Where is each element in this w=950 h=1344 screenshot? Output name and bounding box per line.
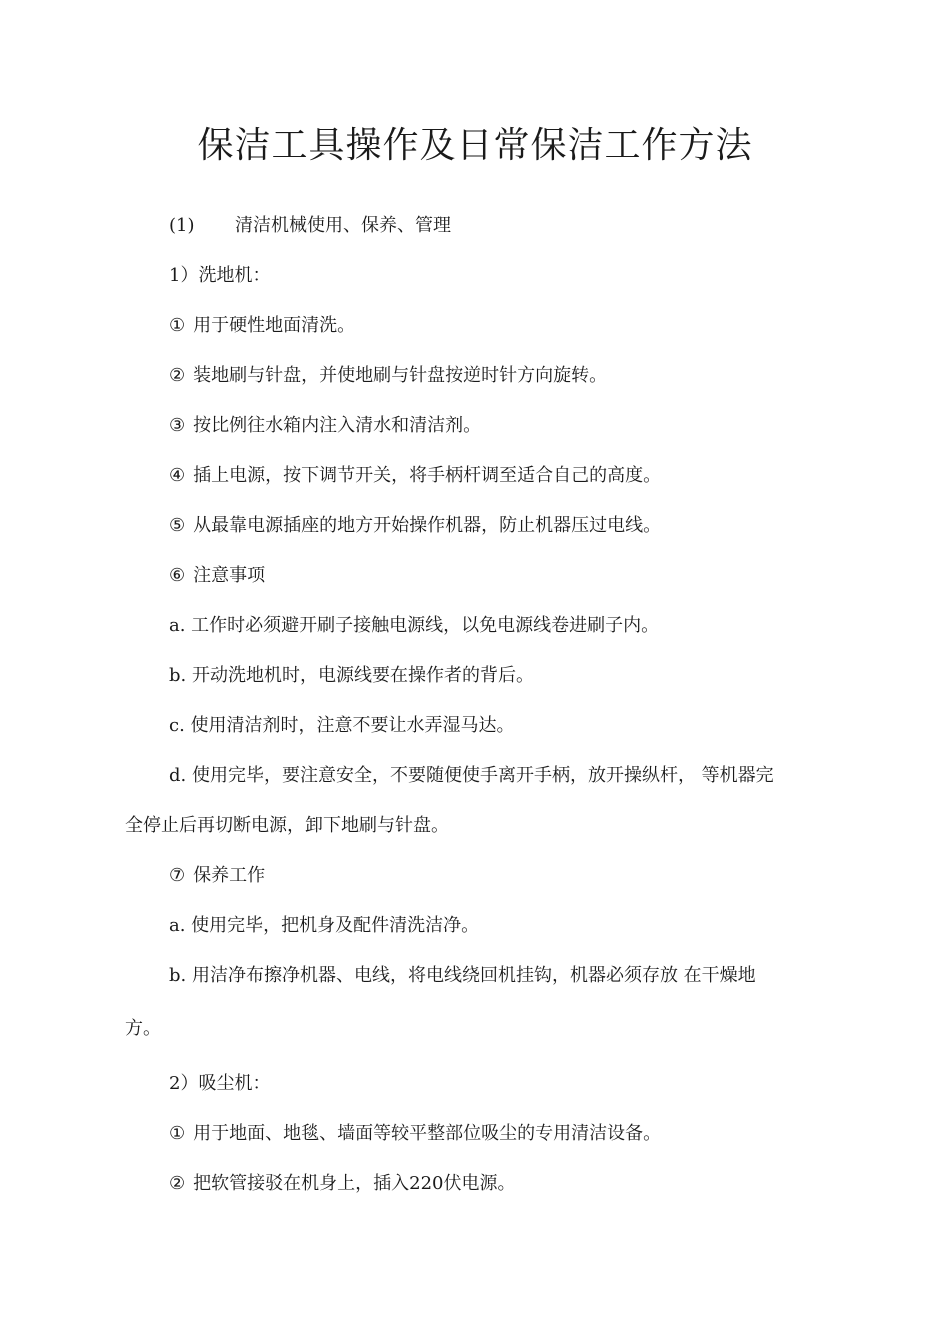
item-text: 注意事项	[193, 565, 266, 586]
item-number: ②	[169, 365, 186, 386]
list-item	[169, 313, 355, 339]
list-item	[169, 413, 481, 439]
item-text: 保养工作	[193, 865, 266, 886]
item-number: ①	[169, 1123, 186, 1144]
item-number: ②	[169, 1173, 186, 1194]
item-number: ①	[169, 315, 186, 336]
maintenance-note-b-line2: 方。	[125, 1018, 161, 1039]
section-title: 清洁机械使用、保养、管理	[235, 215, 451, 236]
section-number: (1)	[169, 215, 195, 236]
item-text: 按比例往水箱内注入清水和清洁剂。	[193, 415, 482, 436]
list-item	[169, 513, 661, 539]
item-number: ③	[169, 415, 186, 436]
maintenance-note-b-line1: b. 用洁净布擦净机器、电线，将电线绕回机挂钩，机器必须存放 在干燥地	[169, 965, 756, 986]
item-number: ⑦	[169, 865, 186, 886]
note-c: c. 使用清洁剂时，注意不要让水弄湿马达。	[169, 715, 515, 736]
subsection-heading-floor-washer: 1）洗地机：	[169, 265, 271, 286]
note-d-line2: 全停止后再切断电源，卸下地刷与针盘。	[125, 815, 449, 836]
item-text: 把软管接驳在机身上，插入220伏电源。	[193, 1173, 516, 1194]
item-number: ④	[169, 465, 186, 486]
item-text: 装地刷与针盘，并使地刷与针盘按逆时针方向旋转。	[193, 365, 608, 386]
list-item	[169, 463, 661, 489]
subsection-heading-vacuum: 2）吸尘机：	[169, 1073, 271, 1094]
page-title: 保洁工具操作及日常保洁工作方法	[197, 125, 753, 166]
list-item	[169, 1121, 661, 1147]
list-item	[169, 363, 607, 389]
item-text: 从最靠电源插座的地方开始操作机器，防止机器压过电线。	[193, 515, 662, 536]
item-number: ⑤	[169, 515, 186, 536]
list-item	[169, 1171, 516, 1197]
item-number: ⑥	[169, 565, 186, 586]
list-item	[169, 863, 265, 889]
note-b: b. 开动洗地机时，电源线要在操作者的背后。	[169, 665, 534, 686]
section-heading	[169, 213, 451, 239]
item-text: 用于硬性地面清洗。	[193, 315, 356, 336]
note-a: a. 工作时必须避开刷子接触电源线，以免电源线卷进刷子内。	[169, 615, 660, 636]
list-item	[169, 563, 265, 589]
note-d-line1: d. 使用完毕，要注意安全，不要随便使手离开手柄，放开操纵杆， 等机器完	[169, 765, 774, 786]
maintenance-note-a: a. 使用完毕，把机身及配件清洗洁净。	[169, 915, 480, 936]
item-text: 用于地面、地毯、墙面等较平整部位吸尘的专用清洁设备。	[193, 1123, 662, 1144]
item-text: 插上电源，按下调节开关，将手柄杆调至适合自己的高度。	[193, 465, 662, 486]
